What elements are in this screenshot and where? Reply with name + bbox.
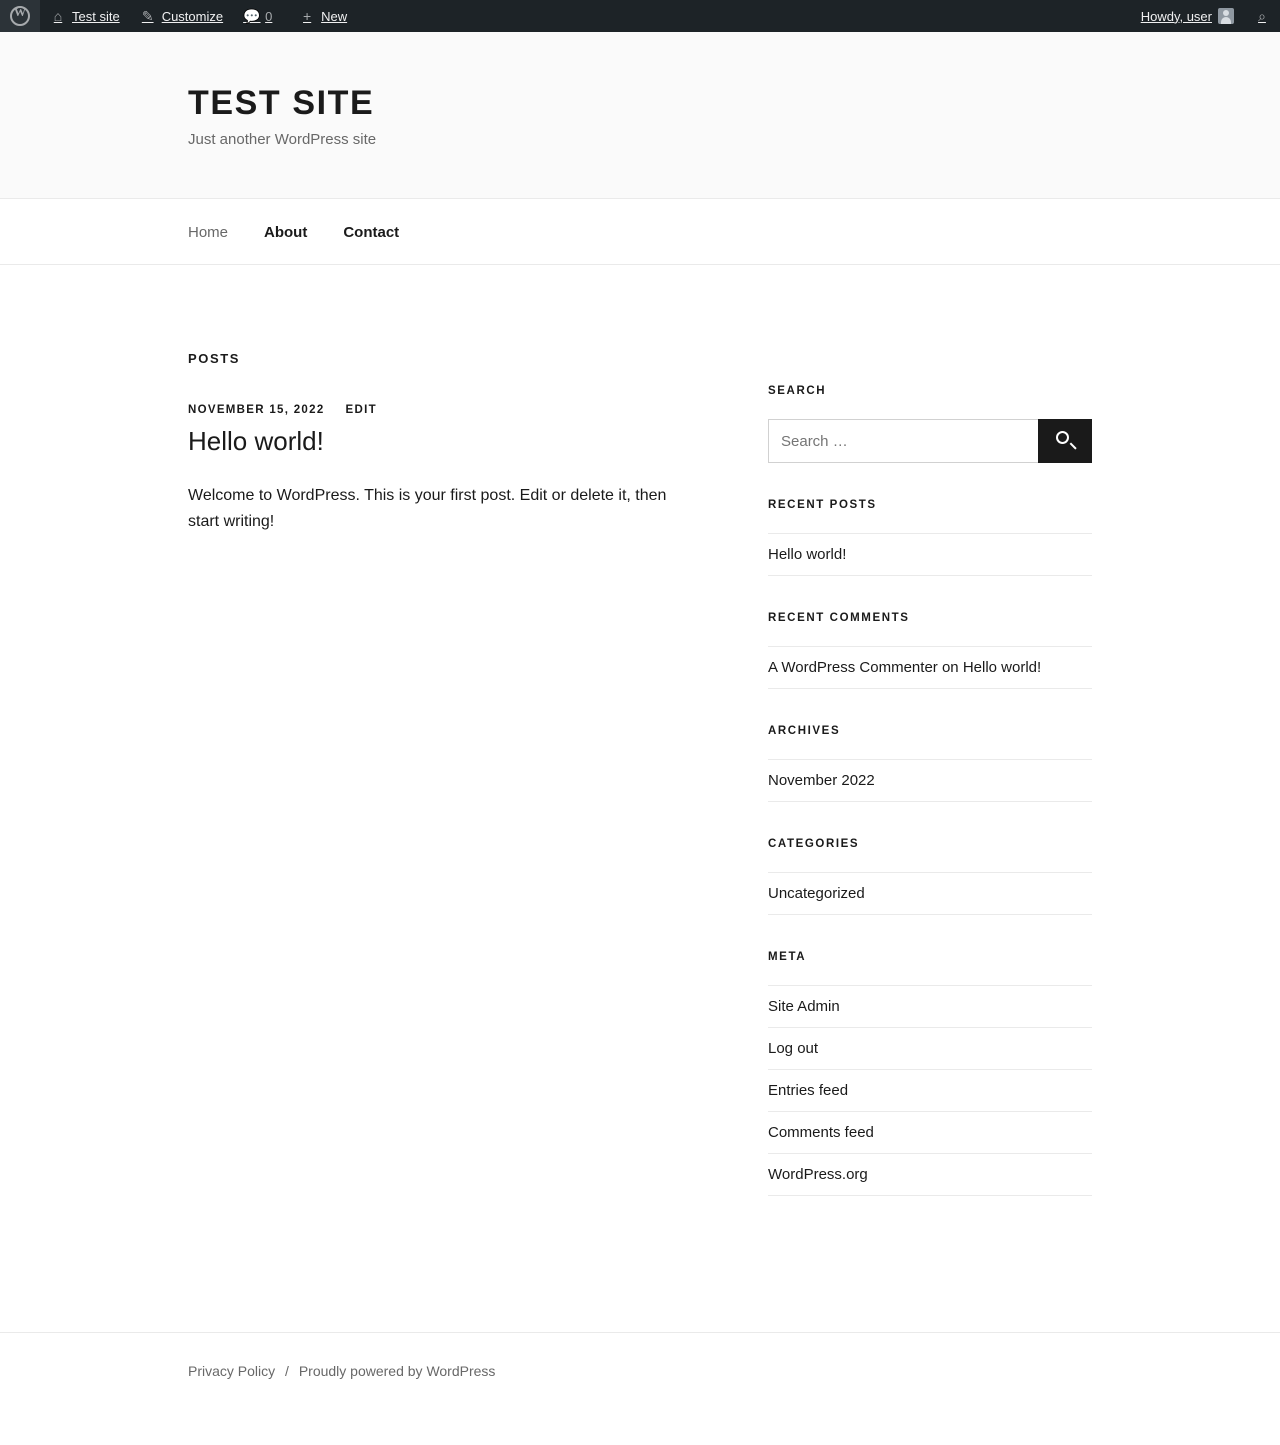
admin-bar-wp-logo[interactable] — [0, 0, 40, 32]
search-icon: ⌕ — [1258, 8, 1266, 24]
avatar — [1218, 8, 1234, 24]
list-item — [768, 759, 1092, 802]
admin-bar — [0, 0, 1280, 32]
post-title[interactable]: Hello world! — [188, 426, 324, 456]
search-input[interactable] — [768, 419, 1038, 463]
admin-bar-customize[interactable] — [130, 0, 233, 32]
meta-link-log-out[interactable]: Log out — [768, 1040, 819, 1057]
admin-bar-site-name-label: Test site — [72, 8, 120, 24]
post-edit-link[interactable]: EDIT — [345, 404, 377, 416]
admin-bar-my-account[interactable] — [1131, 0, 1244, 32]
admin-bar-new[interactable] — [289, 0, 357, 32]
recent-post-link[interactable]: Hello world! — [768, 546, 847, 563]
primary-navigation — [0, 199, 1280, 265]
post-meta — [188, 404, 700, 416]
site-header — [0, 32, 1280, 199]
meta-list — [768, 985, 1092, 1196]
post-article — [188, 404, 700, 536]
meta-link-site-admin[interactable]: Site Admin — [768, 998, 840, 1015]
admin-bar-right-group — [1131, 0, 1280, 32]
plus-icon: + — [303, 8, 312, 24]
list-item — [768, 1070, 1092, 1112]
comment-post-link[interactable]: Hello world! — [962, 659, 1042, 676]
wordpress-logo-icon — [10, 6, 30, 26]
comment-bubble-icon: 💬 — [243, 8, 261, 24]
list-item — [768, 533, 1092, 576]
footer-separator: / — [285, 1363, 289, 1379]
categories-list — [768, 872, 1092, 915]
widget-search-title: SEARCH — [768, 385, 827, 397]
archive-link[interactable]: November 2022 — [768, 772, 875, 789]
nav-item-contact[interactable]: Contact — [343, 223, 400, 241]
page-title: POSTS — [188, 351, 241, 366]
search-form — [768, 419, 1092, 463]
admin-bar-howdy-label: Howdy, user — [1140, 8, 1212, 24]
list-item — [768, 1028, 1092, 1070]
site-description: Just another WordPress site — [188, 131, 377, 148]
list-item — [768, 1154, 1092, 1196]
admin-bar-search-button[interactable] — [1244, 0, 1280, 32]
admin-bar-comments[interactable] — [233, 0, 289, 32]
archives-list — [768, 759, 1092, 802]
widget-recent-posts — [768, 499, 1092, 576]
widget-recent-comments-title: RECENT COMMENTS — [768, 612, 910, 624]
category-link[interactable]: Uncategorized — [768, 885, 865, 902]
comment-author-link[interactable]: A WordPress Commenter — [768, 659, 938, 676]
widget-meta — [768, 951, 1092, 1196]
site-title[interactable]: TEST SITE — [188, 84, 375, 122]
widget-categories-title: CATEGORIES — [768, 838, 860, 850]
content-area — [188, 265, 1092, 1332]
dashboard-icon: ⌂ — [53, 8, 63, 24]
meta-link-entries-feed[interactable]: Entries feed — [768, 1082, 849, 1099]
footer-credit-link[interactable]: Proudly powered by WordPress — [298, 1363, 496, 1379]
nav-item-home[interactable]: Home — [188, 223, 229, 241]
paintbrush-icon: ✎ — [141, 8, 154, 24]
list-item — [768, 646, 1092, 689]
widget-recent-posts-title: RECENT POSTS — [768, 499, 877, 511]
meta-link-wordpress-org[interactable]: WordPress.org — [768, 1166, 868, 1183]
footer-privacy-policy-link[interactable]: Privacy Policy — [188, 1363, 276, 1379]
list-item — [768, 1112, 1092, 1154]
sidebar — [768, 351, 1092, 1232]
comment-on-word: on — [941, 659, 959, 676]
admin-bar-comments-count: 0 — [265, 8, 273, 24]
main-content — [188, 351, 700, 536]
widget-meta-title: META — [768, 951, 807, 963]
meta-link-comments-feed[interactable]: Comments feed — [768, 1124, 874, 1141]
admin-bar-site-name[interactable] — [40, 0, 130, 32]
list-item — [768, 985, 1092, 1028]
widget-recent-comments — [768, 612, 1092, 689]
widget-search — [768, 385, 1092, 463]
widget-categories — [768, 838, 1092, 915]
post-date-link[interactable]: NOVEMBER 15, 2022 — [188, 404, 325, 416]
recent-comments-list — [768, 646, 1092, 689]
site-footer — [0, 1332, 1280, 1409]
recent-posts-list — [768, 533, 1092, 576]
search-icon — [1056, 431, 1069, 444]
widget-archives-title: ARCHIVES — [768, 725, 841, 737]
admin-bar-customize-label: Customize — [161, 8, 224, 24]
list-item — [768, 872, 1092, 915]
widget-archives — [768, 725, 1092, 802]
admin-bar-new-label: New — [321, 8, 348, 24]
post-body: Welcome to WordPress. This is your first post. Edit or delete it, then start writing! — [188, 487, 667, 531]
nav-item-about[interactable]: About — [264, 223, 308, 241]
search-icon-handle — [1069, 443, 1076, 450]
search-submit-button[interactable] — [1038, 419, 1092, 463]
